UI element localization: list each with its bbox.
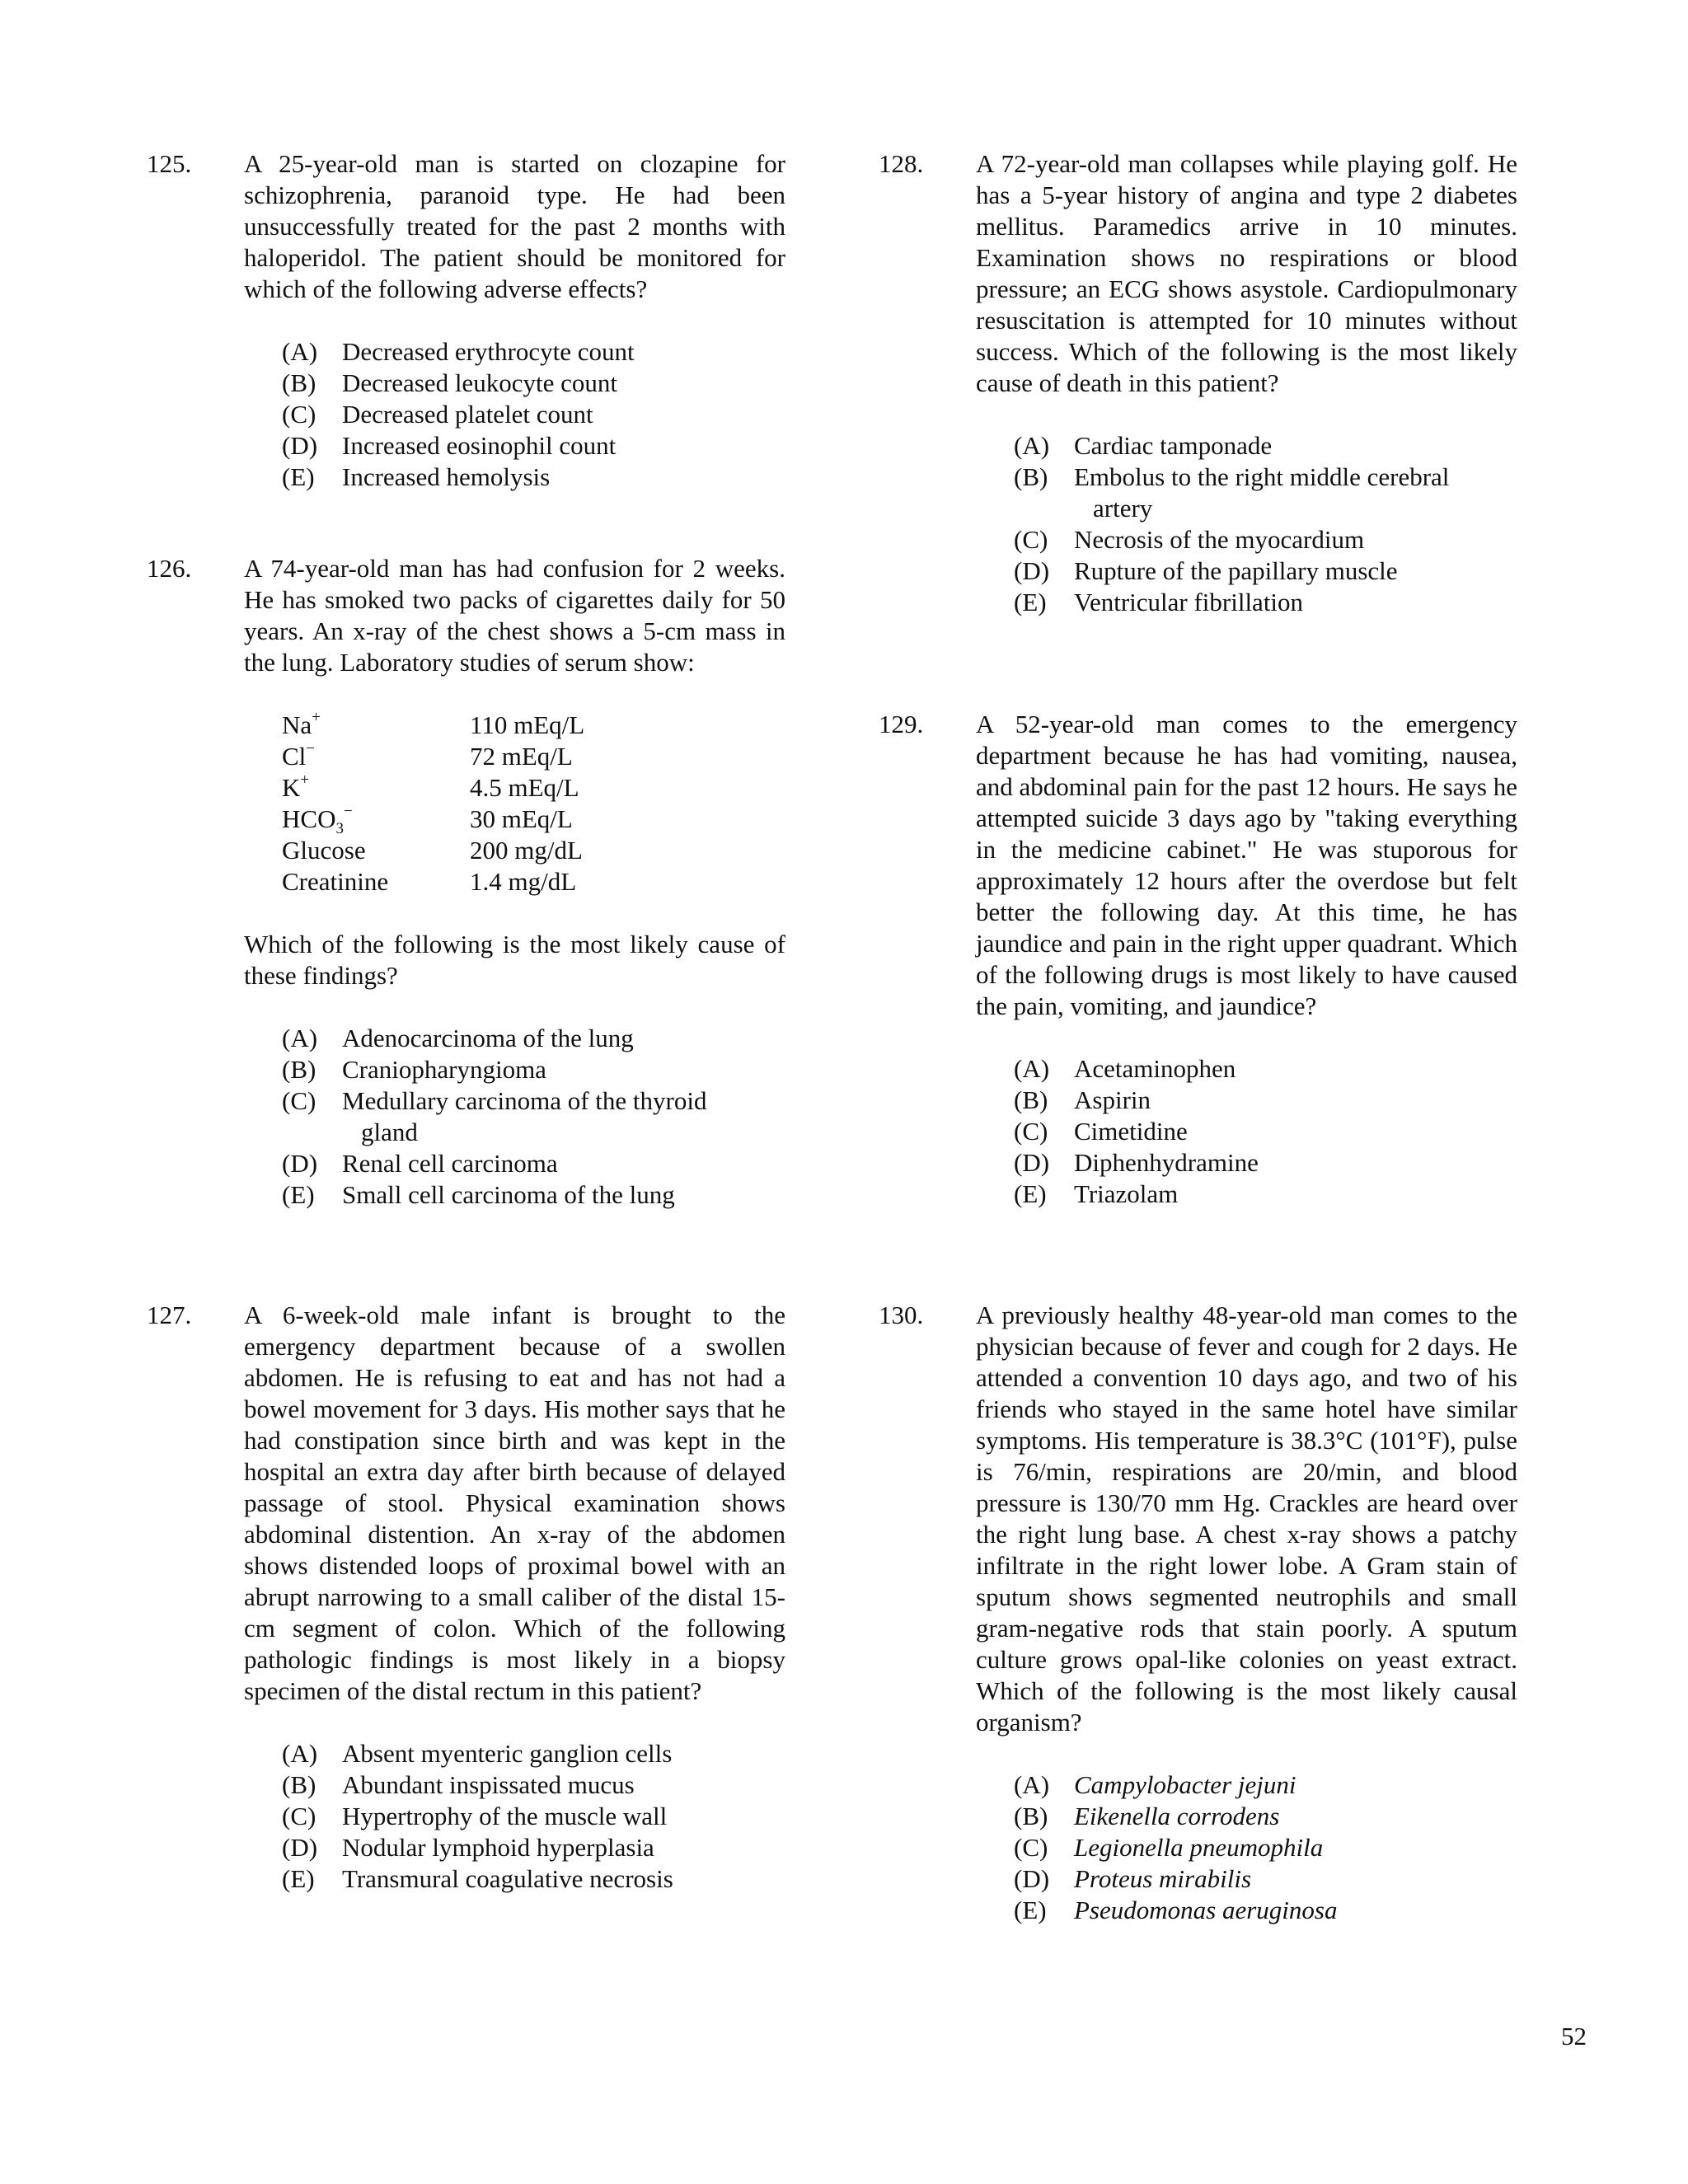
option-text: Pseudomonas aeruginosa xyxy=(1074,1896,1338,1924)
option-text: Small cell carcinoma of the lung xyxy=(342,1180,675,1209)
option-letter: (C) xyxy=(1014,1833,1048,1862)
question-130 xyxy=(879,1300,1522,1952)
answer-option[interactable] xyxy=(1014,1116,1511,1147)
question-stem: A 74-year-old man has had confusion for 2 weeks. He has smoked two packs of cigarettes daily for 50 years. An x-ray of the chest shows a 5-cm mass in the lung. Laboratory studies of serum show: xyxy=(244,554,785,677)
answer-option[interactable] xyxy=(1014,430,1511,462)
option-letter: (D) xyxy=(1014,1864,1050,1893)
answer-option[interactable] xyxy=(282,1801,779,1832)
question-number: 129. xyxy=(879,710,924,738)
option-letter: (D) xyxy=(282,431,318,460)
option-text: Adenocarcinoma of the lung xyxy=(342,1024,634,1052)
lab-row xyxy=(282,741,790,772)
answer-option[interactable] xyxy=(282,368,779,399)
answer-options xyxy=(282,336,790,493)
answer-option[interactable] xyxy=(282,336,779,368)
lab-value: 1.4 mg/dL xyxy=(470,867,577,896)
option-text: Triazolam xyxy=(1074,1179,1179,1208)
question-number: 128. xyxy=(879,149,924,178)
option-text: Necrosis of the myocardium xyxy=(1074,525,1365,554)
option-text: Decreased platelet count xyxy=(342,400,593,429)
option-text: Rupture of the papillary muscle xyxy=(1074,556,1398,585)
question-stem: A previously healthy 48-year-old man comes to the physician because of fever and cough for 2 days. He attended a convention 10 days ago, and two of his friends who stayed in the same hotel have similar symptoms. His temperature is 38.3°C (101°F), pulse is 76/min, respirations are 20/min, and blood pressure is 130/70 mm Hg. Crackles are heard over the right lung base. A chest x-ray shows a patchy infiltrate in the right lower lobe. A Gram stain of sputum shows segmented neutrophils and small gram-negative rods that stain poorly. A sputum culture grows opal-like colonies on yeast extract. Which of the following is the most likely causal organism? xyxy=(976,1301,1517,1736)
question-stem: A 25-year-old man is started on clozapine for schizophrenia, paranoid type. He had been unsuccessfully treated for the past 2 months with haloperidol. The patient should be monitored for which of the following adverse effects? xyxy=(244,149,785,303)
answer-option[interactable] xyxy=(282,1148,779,1179)
question-128 xyxy=(879,148,1522,644)
option-letter: (A) xyxy=(282,337,318,366)
option-letter: (E) xyxy=(1014,1896,1047,1924)
option-text: Nodular lymphoid hyperplasia xyxy=(342,1833,654,1862)
option-text: Renal cell carcinoma xyxy=(342,1149,558,1178)
answer-option[interactable] xyxy=(1014,1179,1511,1210)
option-letter: (C) xyxy=(282,400,316,429)
option-text: Legionella pneumophila xyxy=(1074,1833,1324,1862)
option-text: Transmural coagulative necrosis xyxy=(342,1864,673,1893)
lab-name: Na+ xyxy=(282,708,321,739)
answer-option[interactable] xyxy=(1014,1085,1511,1116)
question-number: 126. xyxy=(147,554,192,583)
option-letter: (B) xyxy=(1014,462,1048,491)
answer-option[interactable] xyxy=(1014,1863,1511,1895)
answer-option[interactable] xyxy=(282,1738,779,1769)
question-stem: A 72-year-old man collapses while playing golf. He has a 5-year history of angina and type 2 diabetes mellitus. Paramedics arrive in 10 minutes. Examination shows no respirations or blood pressure; an ECG shows asystole. Cardiopulmonary resuscitation is attempted for 10 minutes without success. Which of the following is the most likely cause of death in this patient? xyxy=(976,149,1517,397)
option-text: Abundant inspissated mucus xyxy=(342,1770,635,1799)
option-letter: (A) xyxy=(282,1024,318,1052)
option-letter: (C) xyxy=(282,1086,316,1115)
option-letter: (D) xyxy=(282,1833,318,1862)
option-text: Hypertrophy of the muscle wall xyxy=(342,1802,668,1830)
question-stem: A 52-year-old man comes to the emergency department because he has had vomiting, nausea, and abdominal pain for the past 12 hours. He says he attempted suicide 3 days ago by "taking everything in the medicine cabinet." He was stuporous for approximately 12 hours after the overdose but felt better the following day. At this time, he has jaundice and pain in the right upper quadrant. Which of the following drugs is most likely to have caused the pain, vomiting, and jaundice? xyxy=(976,710,1517,1020)
lab-results-table xyxy=(282,710,790,898)
option-text: Ventricular fibrillation xyxy=(1074,588,1304,616)
option-letter: (D) xyxy=(1014,556,1050,585)
answer-option[interactable] xyxy=(282,1832,779,1863)
lab-name: Glucose xyxy=(282,836,366,865)
option-text: Proteus mirabilis xyxy=(1074,1864,1252,1893)
option-text: Embolus to the right middle cerebral xyxy=(1074,462,1450,491)
lab-value: 72 mEq/L xyxy=(470,742,573,771)
option-letter: (B) xyxy=(1014,1085,1048,1114)
answer-option[interactable] xyxy=(1014,1769,1511,1801)
question-stem: A 6-week-old male infant is brought to the emergency department because of a swollen abdomen. He is refusing to eat and has not had a bowel movement for 3 days. His mother says that he had constipation since birth and was kept in the hospital an extra day after birth because of delayed passage of stool. Physical examination shows abdominal distention. An x-ray of the abdomen shows distended loops of proximal bowel with an abrupt narrowing to a small caliber of the distal 15-cm segment of colon. Which of the following pathologic findings is most likely in a biopsy specimen of the distal rectum in this patient? xyxy=(244,1301,785,1705)
answer-options xyxy=(1014,430,1522,618)
option-text: Absent myenteric ganglion cells xyxy=(342,1739,673,1768)
option-letter: (B) xyxy=(282,368,316,397)
option-letter: (B) xyxy=(1014,1802,1048,1830)
option-letter: (E) xyxy=(1014,1179,1047,1208)
answer-options xyxy=(1014,1769,1522,1926)
question-125 xyxy=(147,148,790,518)
option-text: Diphenhydramine xyxy=(1074,1148,1259,1177)
answer-option[interactable] xyxy=(282,430,779,462)
option-letter: (E) xyxy=(282,1864,315,1893)
option-text-continued: gland xyxy=(361,1118,418,1146)
option-letter: (A) xyxy=(1014,1770,1050,1799)
answer-option[interactable] xyxy=(1014,1147,1511,1179)
answer-option[interactable] xyxy=(1014,524,1511,555)
question-number: 127. xyxy=(147,1301,192,1329)
option-text: Eikenella corrodens xyxy=(1074,1802,1280,1830)
option-text: Decreased leukocyte count xyxy=(342,368,617,397)
lab-name: Creatinine xyxy=(282,867,389,896)
lab-row xyxy=(282,802,790,838)
option-text: Craniopharyngioma xyxy=(342,1055,546,1084)
option-letter: (D) xyxy=(282,1149,318,1178)
option-text: Cimetidine xyxy=(1074,1117,1188,1146)
question-prompt: Which of the following is the most likely cause of these findings? xyxy=(244,930,785,990)
answer-option[interactable] xyxy=(282,1863,779,1895)
answer-options xyxy=(1014,1053,1522,1210)
option-text: Cardiac tamponade xyxy=(1074,431,1273,460)
lab-value: 110 mEq/L xyxy=(470,710,585,739)
option-letter: (C) xyxy=(282,1802,316,1830)
answer-option[interactable] xyxy=(282,399,779,430)
option-letter: (E) xyxy=(282,1180,315,1209)
lab-value: 200 mg/dL xyxy=(470,836,583,865)
option-letter: (C) xyxy=(1014,525,1048,554)
option-letter: (C) xyxy=(1014,1117,1048,1146)
question-number: 125. xyxy=(147,149,192,178)
answer-option[interactable] xyxy=(1014,1801,1511,1832)
answer-option[interactable] xyxy=(282,1769,779,1801)
lab-name: $HCO_3^-$ xyxy=(282,802,353,838)
page-number: 52 xyxy=(1561,2022,1587,2050)
lab-row xyxy=(282,710,790,741)
answer-option[interactable] xyxy=(1014,1832,1511,1863)
option-text: Acetaminophen xyxy=(1074,1054,1236,1083)
lab-name: K+ xyxy=(282,771,310,802)
answer-options xyxy=(282,1738,790,1895)
lab-row xyxy=(282,866,790,898)
option-letter: (E) xyxy=(1014,588,1047,616)
answer-option[interactable] xyxy=(282,1054,779,1085)
answer-option[interactable] xyxy=(282,1085,779,1148)
answer-options xyxy=(282,1023,790,1211)
question-127 xyxy=(147,1300,790,1920)
option-text: Campylobacter jejuni xyxy=(1074,1770,1296,1799)
lab-name: Cl− xyxy=(282,739,316,771)
option-letter: (D) xyxy=(1014,1148,1050,1177)
answer-option[interactable] xyxy=(282,462,779,493)
option-text: Increased eosinophil count xyxy=(342,431,617,460)
lab-value: 30 mEq/L xyxy=(470,804,573,833)
answer-option[interactable] xyxy=(1014,1053,1511,1085)
option-text: Increased hemolysis xyxy=(342,462,551,491)
option-text-continued: artery xyxy=(1093,494,1153,523)
answer-option[interactable] xyxy=(282,1023,779,1054)
answer-option[interactable] xyxy=(1014,587,1511,618)
option-letter: (A) xyxy=(282,1739,318,1768)
option-letter: (A) xyxy=(1014,431,1050,460)
option-text: Medullary carcinoma of the thyroid xyxy=(342,1086,707,1115)
option-letter: (A) xyxy=(1014,1054,1050,1083)
answer-option[interactable] xyxy=(282,1179,779,1211)
lab-value: 4.5 mEq/L xyxy=(470,773,579,802)
option-letter: (B) xyxy=(282,1055,316,1084)
question-129 xyxy=(879,709,1522,1235)
option-letter: (E) xyxy=(282,462,315,491)
answer-option[interactable] xyxy=(1014,462,1511,524)
option-text: Decreased erythrocyte count xyxy=(342,337,635,366)
question-126 xyxy=(147,553,790,1236)
option-text: Aspirin xyxy=(1074,1085,1151,1114)
question-number: 130. xyxy=(879,1301,924,1329)
lab-row xyxy=(282,835,790,866)
answer-option[interactable] xyxy=(1014,1895,1511,1926)
option-letter: (B) xyxy=(282,1770,316,1799)
lab-row xyxy=(282,772,790,804)
answer-option[interactable] xyxy=(1014,555,1511,587)
